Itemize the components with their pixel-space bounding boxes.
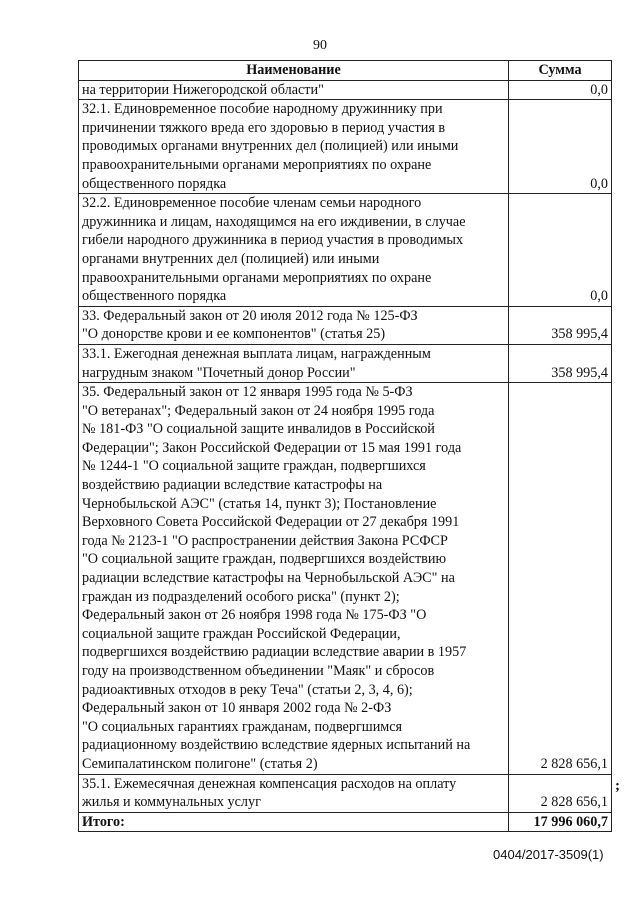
header-name: Наименование <box>79 61 509 81</box>
row-name: 33.1. Ежегодная денежная выплата лицам, награжденным нагрудным знаком "Почетный донор России" <box>79 344 509 382</box>
table-row <box>79 100 612 194</box>
table-row <box>79 383 612 774</box>
row-sum: 358 995,4 <box>509 306 612 344</box>
table-header-row <box>79 61 612 81</box>
total-label: Итого: <box>79 812 509 832</box>
row-name: 35.1. Ежемесячная денежная компенсация расходов на оплату жилья и коммунальных услуг <box>79 774 509 812</box>
page-number: 90 <box>313 38 327 53</box>
row-name: 32.1. Единовременное пособие народному дружиннику при причинении тяжкого вреда его здоровью в период участия в проводимых органами внутренних дел (полицией) или иными правоохранительными органами мероприятиях по охране общественного порядка <box>79 100 509 194</box>
total-row <box>79 812 612 832</box>
budget-table <box>78 60 612 832</box>
row-sum: 0,0 <box>509 100 612 194</box>
total-sum: 17 996 060,7 <box>509 812 612 832</box>
row-name: 35. Федеральный закон от 12 января 1995 года № 5-ФЗ "О ветеранах"; Федеральный закон от 24 ноября 1995 года № 181-ФЗ "О социальной защите инвалидов в Российской Федерации"; Закон Российской Федерации от 15 мая 1991 года № 1244-1 "О социальной защите граждан, подвергшихся воздействию радиации вследствие катастрофы на Чернобыльской АЭС" (статья 14, пункт 3); Постановление Верховного Совета Российской Федерации от 27 декабря 1991 года № 2123-1 "О распространении действия Закона РСФСР "О социальной защите граждан, подвергшихся воздействию радиации вследствие катастрофы на Чернобыльской АЭС" на граждан из подразделений особого риска" (пункт 2); Федеральный закон от 26 ноября 1998 года № 175-ФЗ "О социальной защите граждан Российской Федерации, подвергшихся воздействию радиации вследствие аварии в 1957 году на производственном объединении "Маяк" и сбросов радиоактивных отходов в реку Теча" (статьи 2, 3, 4, 6); Федеральный закон от 10 января 2002 года № 2-ФЗ "О социальных гарантиях гражданам, подвергшимся радиационному воздействию вследствие ядерных испытаний на Семипалатинском полигоне" (статья 2) <box>79 383 509 774</box>
row-name: 33. Федеральный закон от 20 июля 2012 года № 125-ФЗ "О донорстве крови и ее компонентов" (статья 25) <box>79 306 509 344</box>
row-name: на территории Нижегородской области" <box>79 80 509 100</box>
table-row <box>79 344 612 382</box>
header-sum: Сумма <box>509 61 612 81</box>
row-name: 32.2. Единовременное пособие членам семьи народного дружинника и лицам, находящимся на его иждивении, в случае гибели народного дружинника в период участия в проводимых органами внутренних дел (полицией) или иными правоохранительными органами мероприятиях по охране общественного порядка <box>79 194 509 307</box>
row-sum: 358 995,4 <box>509 344 612 382</box>
row-sum: 0,0 <box>509 80 612 100</box>
table-row <box>79 194 612 307</box>
trailing-semicolon: ; <box>615 778 620 794</box>
document-code: 0404/2017-3509(1) <box>493 847 604 862</box>
table-row <box>79 80 612 100</box>
row-sum: 2 828 656,1 <box>509 383 612 774</box>
row-sum: 2 828 656,1 <box>509 774 612 812</box>
row-sum: 0,0 <box>509 194 612 307</box>
table-row <box>79 774 612 812</box>
table-row <box>79 306 612 344</box>
